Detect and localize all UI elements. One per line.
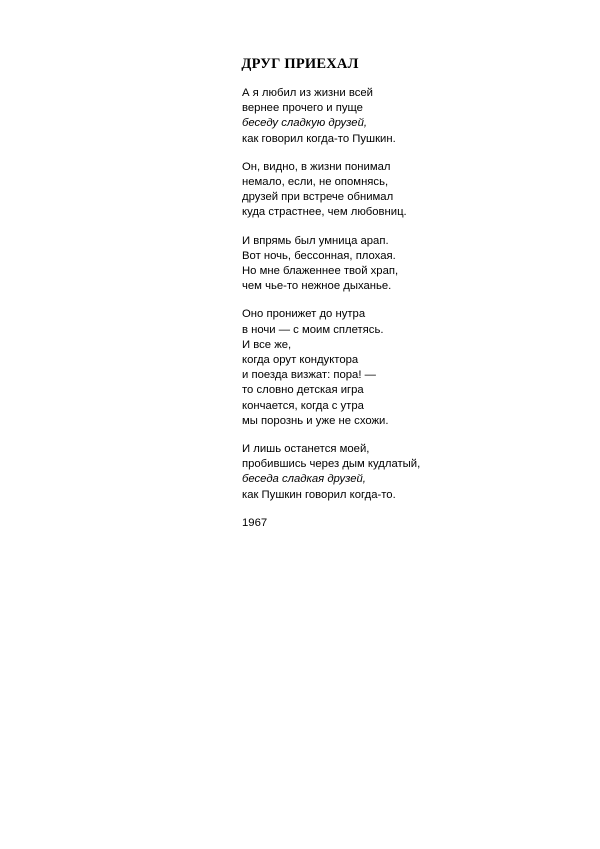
stanza-2 (242, 160, 582, 221)
poem-line: как говорил когда-то Пушкин. (242, 132, 396, 145)
poem-line: беседу сладкую друзей, (242, 117, 368, 130)
poem-line: А я любил из жизни всей (242, 87, 373, 99)
poem-line: вернее прочего и пуще (242, 102, 363, 115)
poem-line: немало, если, не опомнясь, (242, 176, 389, 189)
poem-body (242, 86, 582, 531)
poem-title: ДРУГ ПРИЕХАЛ (241, 56, 359, 72)
stanza-4 (242, 307, 582, 429)
poem-line: друзей при встрече обнимал (242, 191, 394, 204)
poem-line: кончается, когда с утра (242, 399, 364, 412)
poem-line: беседа сладкая друзей, (242, 473, 366, 486)
poem-line: И впрямь был умница арап. (242, 234, 389, 247)
poem-line: Он, видно, в жизни понимал (242, 160, 391, 173)
poem-line: в ночи — с моим сплетясь. (242, 323, 384, 336)
stanza-5 (242, 442, 582, 503)
poem-line: когда орут кондуктора (242, 354, 359, 367)
poem-line: Оно пронижет до нутра (242, 308, 366, 321)
poem-line: и поезда визжат: пора! — (242, 369, 376, 382)
poem-line: чем чье-то нежное дыханье. (242, 280, 392, 293)
poem-line: пробившись через дым кудлатый, (242, 458, 421, 471)
stanza-1 (242, 86, 582, 147)
poem-line: мы порознь и уже не схожи. (242, 414, 389, 427)
poem-line: Вот ночь, бессонная, плохая. (242, 249, 396, 262)
poem-line: куда страстнее, чем любовниц. (242, 206, 407, 219)
poem-line: как Пушкин говорил когда-то. (242, 488, 396, 501)
poem-line: И все же, (242, 338, 292, 351)
poem-line: И лишь останется моей, (242, 443, 370, 456)
poem-line: то словно детская игра (242, 384, 364, 397)
poem-year: 1967 (242, 516, 268, 529)
stanza-3 (242, 234, 582, 295)
poem-line: Но мне блаженнее твой храп, (242, 265, 399, 278)
